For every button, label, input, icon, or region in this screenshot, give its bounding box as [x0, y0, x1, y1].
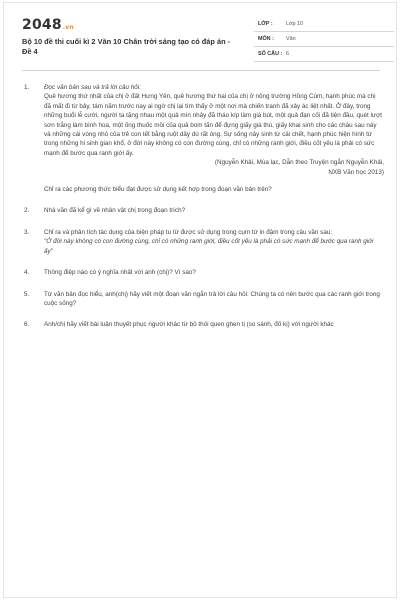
header-divider: [22, 70, 380, 71]
question-6: [24, 320, 384, 329]
question-number: 5.: [24, 290, 30, 298]
question-number: 4.: [24, 269, 30, 277]
question-1: [24, 83, 384, 194]
meta-label: MÔN :: [258, 36, 274, 42]
meta-value: Văn: [286, 36, 296, 42]
site-logo[interactable]: [22, 17, 74, 33]
question-number: 1.: [24, 84, 30, 91]
meta-row-class: [254, 17, 394, 32]
question-text: Thông điệp nào có ý nghĩa nhất với anh (chị)? Vì sao?: [44, 269, 196, 277]
worksheet-page: [3, 2, 397, 598]
question-number: 6.: [24, 321, 30, 329]
question-text: Chỉ ra các phương thức biểu đạt được sử dụng kết hợp trong đoạn văn bản trên?: [44, 186, 272, 194]
meta-row-count: [254, 47, 394, 62]
meta-label: SỐ CÂU :: [258, 51, 283, 57]
logo-sub: .vn: [62, 24, 74, 31]
question-number: 2.: [24, 207, 30, 215]
meta-value: 6: [286, 51, 289, 57]
question-text: Từ văn bản đọc hiểu, anh(chị) hãy viết một đoạn văn ngắn trả lời câu hỏi: Chúng ta có nên bước qua các ranh giới trong cuộc sống?: [44, 290, 380, 307]
question-5: [24, 290, 384, 309]
meta-label: LỚP :: [258, 21, 273, 27]
meta-table: [254, 17, 394, 62]
meta-value: Lớp 10: [286, 21, 304, 27]
passage-source-publisher: NXB Văn học 2013): [328, 168, 384, 176]
question-4: [24, 268, 384, 277]
reading-passage: Quê hương thứ nhất của chị ở đất Hưng Yên, quê hương thứ hai của chị ở nông trường Hồng Cúm, hạnh phúc mà chị đã mất đi từ bảy, tám năm trước nay ai ngờ chị lại tìm thấy ở một nơi mà chiến tranh đã xảy ác liệt nhất. Ở đây, trong những buổi lễ cưới, người ta tặng nhau một quả mìn nhảy đã tháo kíp làm giá bút, một quả đạn cối đã tiện đầu, quét lượt sơn trắng làm bình hoa, một ống thuốc mồi của quả bom tấn để đựng giấy giá thú, giấy khai sinh cho các cháu sau này và những cái vòng nhỏ của trẻ con tết bằng ruột dây dù rất óng. Sự sống nảy sinh từ cái chết, hạnh phúc hiện hình từ trong những hi sinh gian khổ, ở đời này không có con đường cùng, chỉ có những ranh giới, điều cốt yếu là phải có sức mạnh để bước qua ranh giới ấy.: [44, 93, 383, 157]
question-2: [24, 206, 384, 215]
question-number: 3.: [24, 228, 30, 236]
question-text: Chỉ ra và phân tích tác dụng của biện pháp tu từ được sử dụng trong cụm từ in đậm trong câu văn sau:: [44, 228, 333, 236]
passage-source: (Nguyễn Khải, Mùa lạc, Dẫn theo Truyện ngắn Nguyễn Khải,: [214, 159, 384, 167]
questions-list: [24, 83, 384, 330]
question-3: [24, 228, 384, 256]
logo-main: 2048: [22, 17, 62, 33]
question-text: Nhà văn đã kể gì về nhân vật chị trong đoạn trích?: [44, 207, 186, 215]
question-text: Anh/chị hãy viết bài luận thuyết phục người khác từ bỏ thói quen ghen tị (so sánh, đố kị) với người khác: [44, 321, 334, 329]
question-instruction: Đọc văn bản sau và trả lời câu hỏi:: [44, 84, 141, 91]
meta-row-subject: [254, 32, 394, 47]
document-title: Bộ 10 đề thi cuối kì 2 Văn 10 Chân trời sáng tạo có đáp án - Đề 4: [22, 37, 231, 56]
question-quote: "Ở đời này không có con đường cùng, chỉ có những ranh giới, điều cốt yếu là phải có sức mạnh để bước qua ranh giới ấy": [44, 238, 374, 255]
